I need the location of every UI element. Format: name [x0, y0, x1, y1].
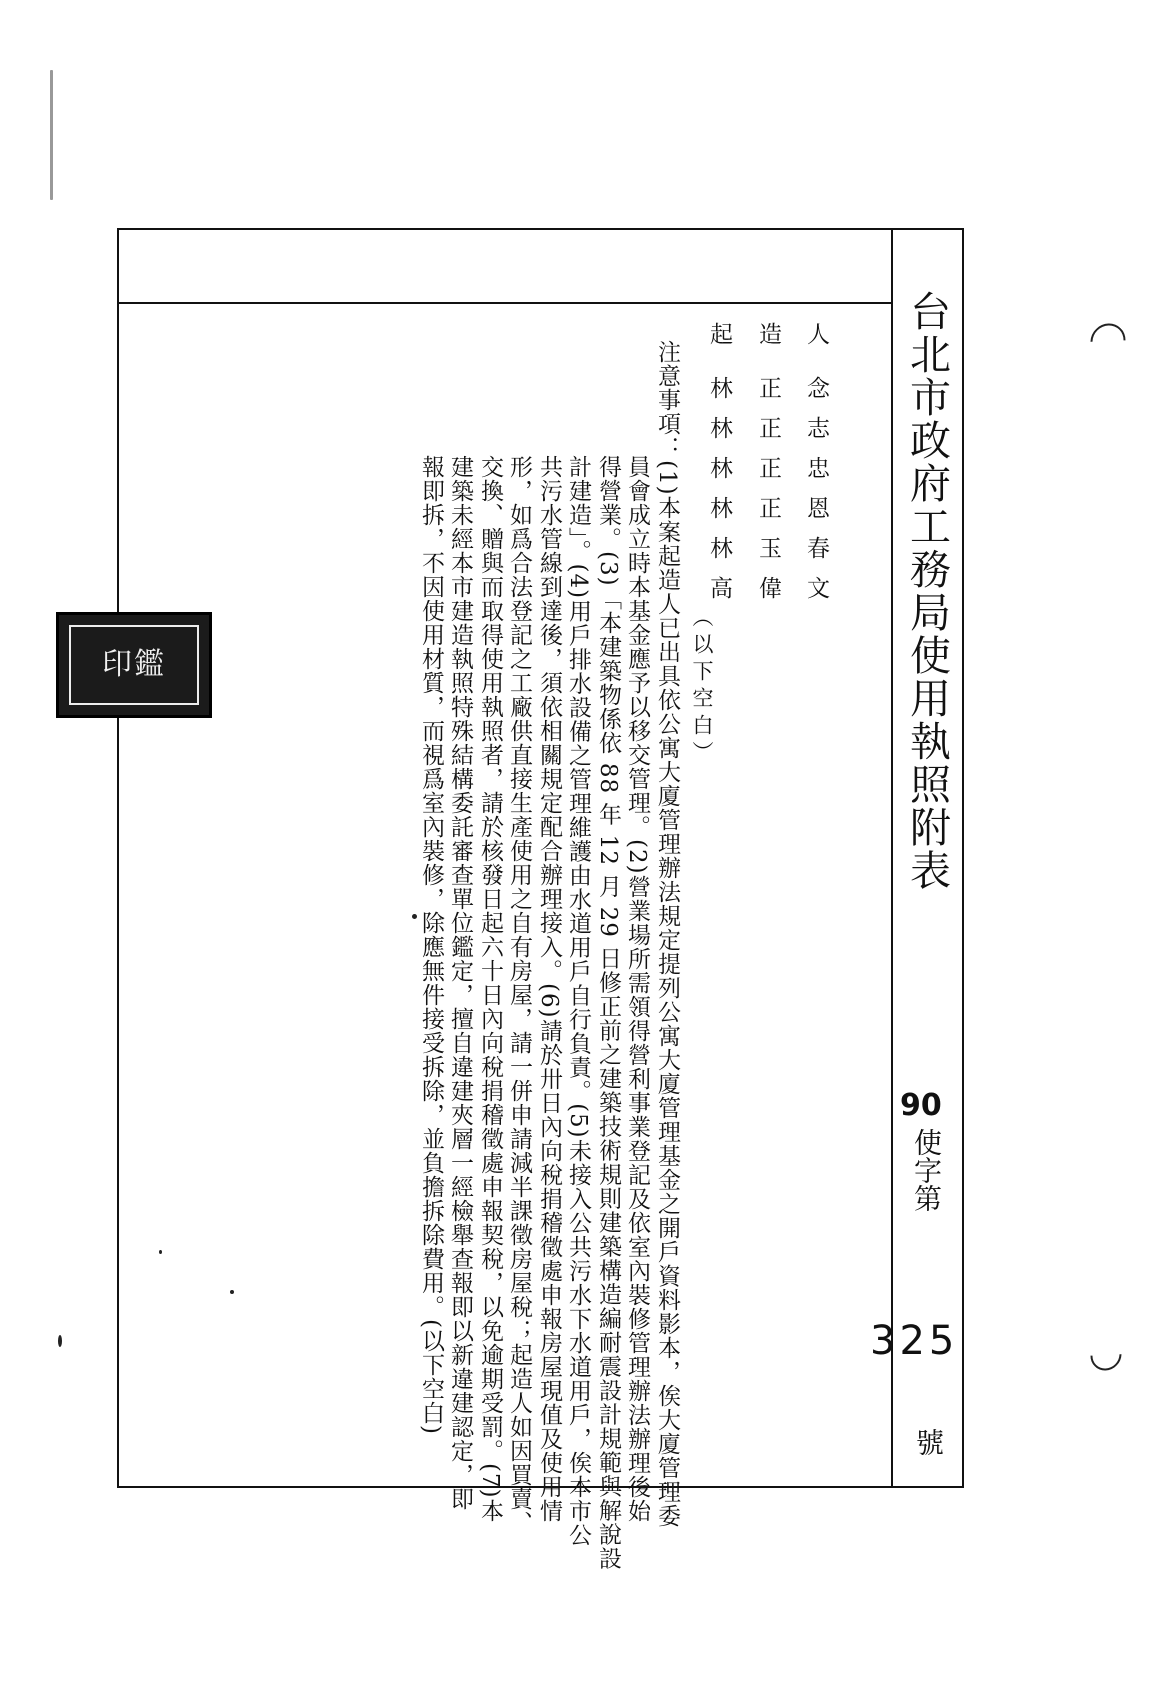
note-line-1: 注意事項：(1)本案起造人已出具依公寓大廈管理辦法規定提列公寓大廈管理基金之開戶資料影本，俟大廈管理委	[654, 340, 680, 1528]
scan-mark-bottom-right	[1084, 1333, 1128, 1377]
document-title: 台北市政府工務局使用執照附表	[903, 290, 951, 892]
header-rule	[117, 302, 892, 304]
scan-mark-top-right	[1083, 316, 1132, 365]
note-line-7: 交換、贈與而取得使用執照者，請於核發日起六十日內向稅捐稽徵處申報契稅，以免逾期受罰。(7)本	[477, 455, 503, 1523]
scan-edge-mark	[50, 70, 53, 200]
scan-speck	[412, 914, 417, 919]
applicant-label-3: 起	[706, 322, 732, 353]
permit-number: 325	[870, 1318, 959, 1364]
permit-type: 使字第	[910, 1128, 943, 1212]
applicant-label-2: 造	[755, 322, 781, 353]
note-line-3: 得營業。(3)「本建築物係依 88 年 12 月 29 日修正前之建築技術規則建築構造編耐震設計規範與解說設	[595, 455, 621, 1571]
scan-speck	[230, 1290, 234, 1294]
applicant-names-3: 林林林林林高	[706, 376, 732, 616]
note-line-6: 形，如爲合法登記之工廠供直接生產使用之自有房屋，請一併申請減半課徵房屋稅；起造人如因買賣、	[506, 455, 532, 1535]
note-line-4: 計建造」。(4)用戶排水設備之管理維護由水道用戶自行負責。(5)未接入公共污水下水道用戶，俟本市公	[565, 455, 591, 1547]
applicant-label-1: 人	[803, 322, 829, 353]
note-line-5: 共污水管線到達後，須依相關規定配合辦理接入。(6)請於卅日內向稅捐稽徵處申報房屋現值及使用情	[536, 455, 562, 1523]
note-line-2: 員會成立時本基金應予以移交管理。(2)營業場所需領得營利事業登記及依室內裝修管理辦法辦理後始	[624, 455, 650, 1523]
note-line-8: 建築未經本市建造執照特殊結構委託審查單位鑑定，擅自違建夾層一經檢舉查報即以新違建認定，即	[447, 455, 473, 1511]
applicant-names-2: 正正正正玉偉	[755, 376, 781, 616]
permit-year: 90	[900, 1088, 942, 1123]
title-column-rule	[891, 228, 893, 1488]
scan-speck	[159, 1250, 162, 1254]
seal-stamp-text: 印鑑	[69, 625, 199, 705]
blank-marker: （以下空白）	[690, 606, 714, 768]
applicant-names-1: 念志忠恩春文	[803, 376, 829, 616]
note-line-9: 報即拆，不因使用材質，而視爲室內裝修，除應無件接受拆除，並負擔拆除費用。(以下空白)	[418, 455, 444, 1435]
seal-stamp	[56, 612, 212, 718]
permit-suffix: 號	[912, 1428, 945, 1456]
scan-speck	[58, 1335, 62, 1347]
